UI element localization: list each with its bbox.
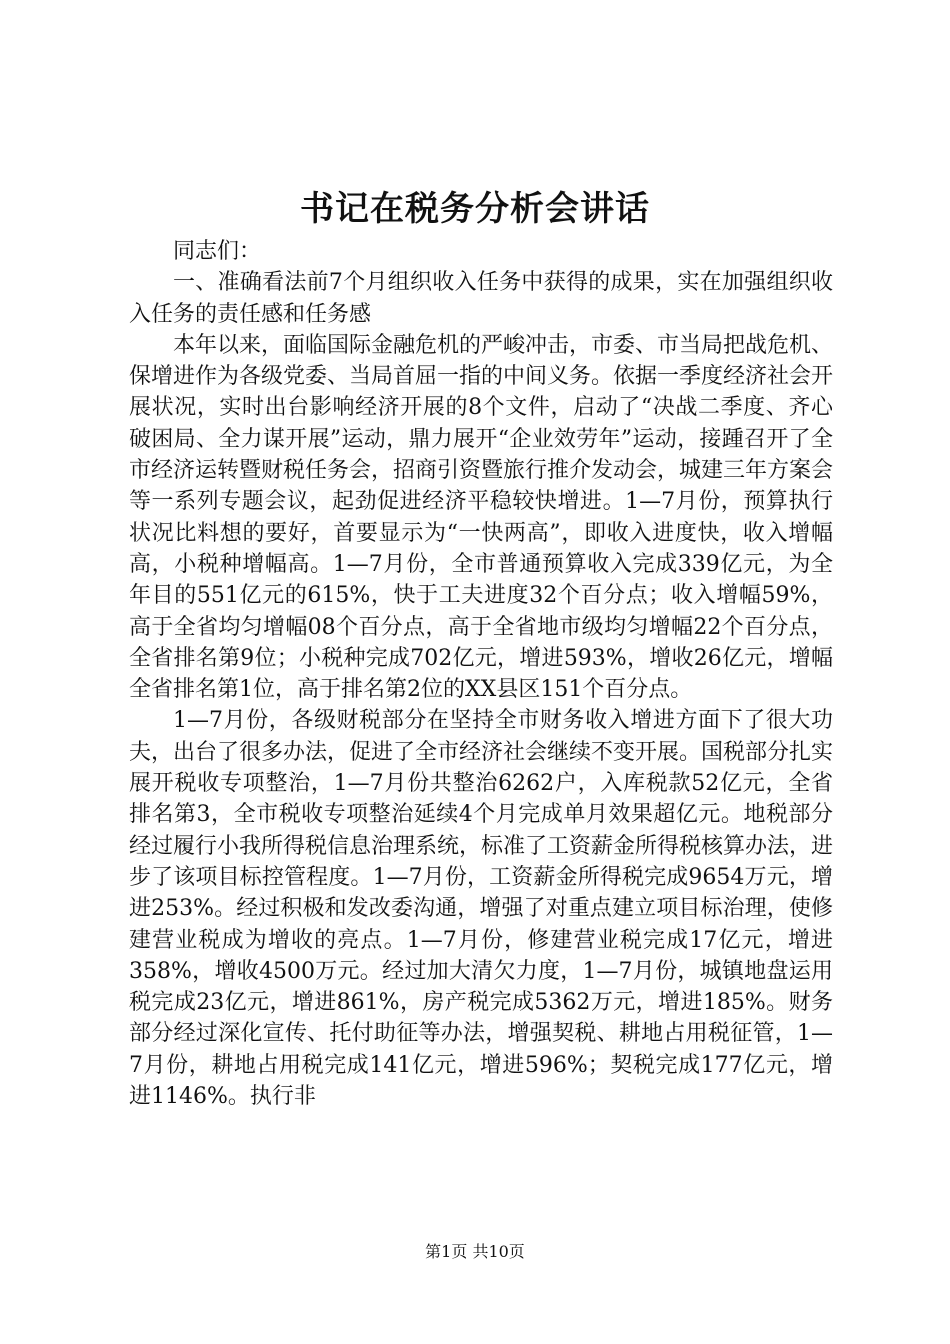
paragraph-3: 1—7月份，各级财税部分在坚持全市财务收入增进方面下了很大功夫，出台了很多办法，促进了全市经济社会继续不变开展。国税部分扎实展开税收专项整治，1—7月份共整治6262户，入库税款52亿元，全省排名第3，全市税收专项整治延续4个月完成单月效果超亿元。地税部分经过履行小我所得税信息治理系统，标准了工资薪金所得税核算办法，进步了该项目标控管程度。1—7月份，工资薪金所得税完成9654万元，增进253%。经过积极和发改委沟通，增强了对重点建立项目标治理，使修建营业税成为增收的亮点。1—7月份，修建营业税完成17亿元，增进358%，增收4500万元。经过加大清欠力度，1—7月份，城镇地盘运用税完成23亿元，增进861%，房产税完成5362万元，增进185%。财务部分经过深化宣传、托付助征等办法，增强契税、耕地占用税征管，1—7月份，耕地占用税完成141亿元，增进596%；契税完成177亿元，增进1146%。执行非	[129, 708, 834, 1110]
document-title: 书记在税务分析会讲话	[300, 189, 650, 229]
page-footer: 第1页 共10页	[425, 1242, 525, 1261]
paragraph-1: 一、准确看法前7个月组织收入任务中获得的成果，实在加强组织收入任务的责任感和任务感	[129, 270, 833, 327]
paragraph-2: 本年以来，面临国际金融危机的严峻冲击，市委、市当局把战危机、保增进作为各级党委、当局首屈一指的中间义务。依据一季度经济社会开展状况，实时出台影响经济开展的8个文件，启动了“决战二季度、齐心破困局、全力谋开展”运动，鼎力展开“企业效劳年”运动，接踵召开了全市经济运转暨财税任务会，招商引资暨旅行推介发动会，城建三年方案会等一系列专题会议，起劲促进经济平稳较快增进。1—7月份，预算执行状况比料想的要好，首要显示为“一快两高”，即收入进度快，收入增幅高，小税种增幅高。1—7月份，全市普通预算收入完成339亿元，为全年目的551亿元的615%，快于工夫进度32个百分点；收入增幅59%，高于全省均匀增幅08个百分点，高于全省地市级均匀增幅22个百分点，全省排名第9位；小税种完成702亿元，增进593%，增收26亿元，增幅全省排名第1位，高于排名第2位的XX县区151个百分点。	[129, 332, 834, 703]
salutation: 同志们：	[173, 239, 262, 264]
document-body	[129, 236, 833, 1112]
